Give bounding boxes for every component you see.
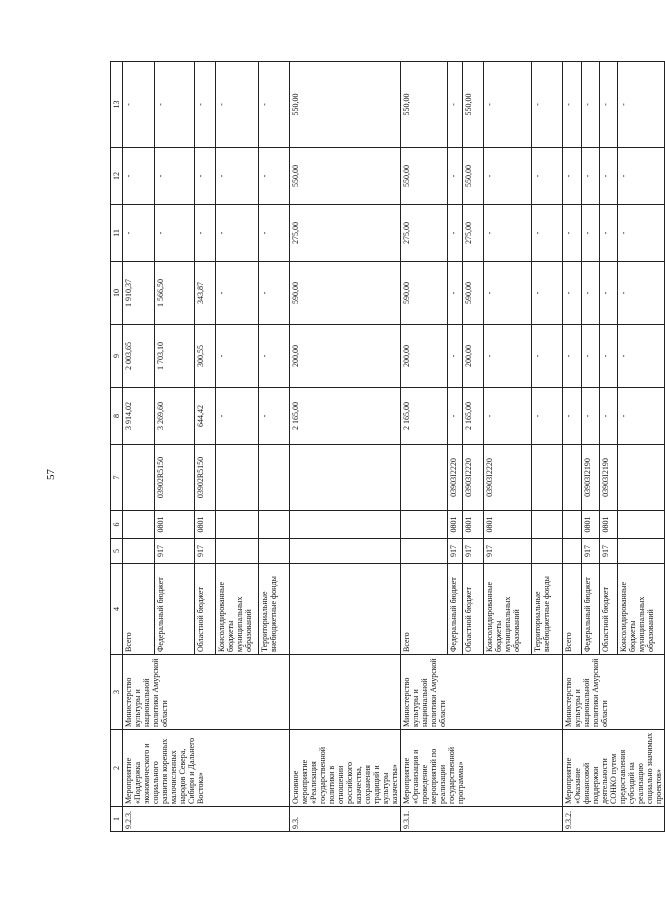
header-cell: 13 bbox=[111, 62, 123, 148]
header-cell: 11 bbox=[111, 205, 123, 262]
funding-source-cell: Консолидированные бюджеты муниципальных образований bbox=[618, 564, 665, 655]
value-cell: - bbox=[600, 325, 618, 388]
funding-source-cell: Консолидированные бюджеты муниципальных образований bbox=[216, 564, 259, 655]
value-cell bbox=[290, 539, 401, 564]
value-cell: - bbox=[600, 62, 618, 148]
funding-source-cell: Федеральный бюджет bbox=[448, 564, 463, 655]
value-cell: 917 bbox=[195, 539, 216, 564]
value-cell: - bbox=[123, 148, 155, 205]
value-cell bbox=[259, 445, 290, 511]
value-cell: - bbox=[618, 325, 665, 388]
value-cell: - bbox=[216, 325, 259, 388]
value-cell: - bbox=[563, 148, 582, 205]
header-cell: 5 bbox=[111, 539, 123, 564]
value-cell: 590,00 bbox=[290, 262, 401, 325]
value-cell: - bbox=[123, 62, 155, 148]
value-cell: - bbox=[563, 325, 582, 388]
value-cell: 917 bbox=[448, 539, 463, 564]
value-cell: 1 910,37 bbox=[123, 262, 155, 325]
column-number-header-row bbox=[111, 62, 123, 832]
value-cell: 2 003,65 bbox=[123, 325, 155, 388]
value-cell: - bbox=[259, 148, 290, 205]
value-cell bbox=[532, 445, 563, 511]
value-cell: - bbox=[484, 205, 532, 262]
header-cell: 9 bbox=[111, 325, 123, 388]
value-cell: - bbox=[123, 205, 155, 262]
value-cell bbox=[563, 511, 582, 539]
value-cell: 644,42 bbox=[195, 388, 216, 445]
funding-source-cell: Консолидированные бюджеты муниципальных образований bbox=[484, 564, 532, 655]
value-cell: - bbox=[259, 62, 290, 148]
value-cell: - bbox=[618, 148, 665, 205]
funding-source-cell: Всего bbox=[563, 564, 582, 655]
value-cell bbox=[216, 445, 259, 511]
table-row bbox=[401, 62, 448, 832]
value-cell: - bbox=[582, 148, 600, 205]
value-cell: - bbox=[216, 62, 259, 148]
value-cell bbox=[290, 511, 401, 539]
funding-source-cell: Всего bbox=[123, 564, 155, 655]
value-cell: 550,00 bbox=[401, 148, 448, 205]
value-cell: - bbox=[448, 205, 463, 262]
value-cell: - bbox=[563, 262, 582, 325]
value-cell: 917 bbox=[484, 539, 532, 564]
value-cell: - bbox=[259, 205, 290, 262]
header-cell: 7 bbox=[111, 445, 123, 511]
value-cell: - bbox=[448, 388, 463, 445]
item-name-cell: Мероприятие «Организация и проведение мероприятий по реализации государственной программы» bbox=[401, 730, 563, 807]
value-cell: 03903I2190 bbox=[582, 445, 600, 511]
value-cell: - bbox=[563, 388, 582, 445]
value-cell: - bbox=[216, 205, 259, 262]
value-cell: - bbox=[582, 262, 600, 325]
value-cell: - bbox=[448, 148, 463, 205]
rotated-table-wrapper bbox=[110, 62, 663, 832]
value-cell: - bbox=[618, 62, 665, 148]
value-cell bbox=[259, 511, 290, 539]
value-cell bbox=[618, 539, 665, 564]
value-cell bbox=[563, 445, 582, 511]
value-cell: - bbox=[532, 325, 563, 388]
value-cell bbox=[259, 539, 290, 564]
value-cell bbox=[290, 445, 401, 511]
item-code-cell: 9.2.3. bbox=[123, 807, 290, 832]
value-cell: - bbox=[259, 262, 290, 325]
value-cell: - bbox=[532, 148, 563, 205]
value-cell bbox=[123, 511, 155, 539]
funding-source-cell: Территориальные внебюджетные фонды bbox=[259, 564, 290, 655]
item-name-cell: Основное мероприятие «Реализация государственной политики в отношении российского казачества, сохранения традиций и культуры казачества» bbox=[290, 730, 401, 807]
value-cell: 275,00 bbox=[401, 205, 448, 262]
value-cell: 917 bbox=[600, 539, 618, 564]
funding-source-cell: Областной бюджет bbox=[600, 564, 618, 655]
value-cell: - bbox=[155, 62, 195, 148]
value-cell bbox=[216, 539, 259, 564]
value-cell: - bbox=[600, 148, 618, 205]
value-cell: - bbox=[448, 62, 463, 148]
value-cell: 0801 bbox=[484, 511, 532, 539]
funding-source-cell: Федеральный бюджет bbox=[582, 564, 600, 655]
value-cell: 590,00 bbox=[463, 262, 484, 325]
value-cell: 200,00 bbox=[290, 325, 401, 388]
value-cell: 2 165,00 bbox=[463, 388, 484, 445]
value-cell: 03902R5150 bbox=[195, 445, 216, 511]
value-cell: - bbox=[618, 262, 665, 325]
value-cell bbox=[216, 511, 259, 539]
header-cell: 3 bbox=[111, 655, 123, 730]
table-row bbox=[290, 62, 401, 832]
value-cell: 917 bbox=[463, 539, 484, 564]
value-cell: - bbox=[484, 388, 532, 445]
value-cell: - bbox=[532, 388, 563, 445]
value-cell: - bbox=[216, 262, 259, 325]
header-cell: 4 bbox=[111, 564, 123, 655]
funding-source-cell bbox=[290, 564, 401, 655]
value-cell: 2 165,00 bbox=[401, 388, 448, 445]
value-cell: - bbox=[155, 148, 195, 205]
executor-cell bbox=[290, 655, 401, 730]
header-cell: 10 bbox=[111, 262, 123, 325]
value-cell: 917 bbox=[155, 539, 195, 564]
table-row bbox=[563, 62, 582, 832]
value-cell: - bbox=[582, 325, 600, 388]
page-number: 57 bbox=[45, 469, 57, 480]
table-row bbox=[123, 62, 155, 832]
value-cell: 0801 bbox=[600, 511, 618, 539]
value-cell: - bbox=[259, 325, 290, 388]
value-cell: 0801 bbox=[195, 511, 216, 539]
value-cell: 275,00 bbox=[290, 205, 401, 262]
value-cell: - bbox=[582, 388, 600, 445]
value-cell: 0801 bbox=[463, 511, 484, 539]
value-cell: - bbox=[484, 325, 532, 388]
value-cell: 200,00 bbox=[401, 325, 448, 388]
value-cell: 550,00 bbox=[463, 148, 484, 205]
item-code-cell: 9.3.2. bbox=[563, 807, 665, 832]
value-cell: 200,00 bbox=[463, 325, 484, 388]
value-cell: - bbox=[532, 262, 563, 325]
funding-source-cell: Федеральный бюджет bbox=[155, 564, 195, 655]
value-cell: - bbox=[600, 205, 618, 262]
value-cell: 343,87 bbox=[195, 262, 216, 325]
value-cell: 03903I2220 bbox=[484, 445, 532, 511]
value-cell: 3 914,02 bbox=[123, 388, 155, 445]
value-cell: 03903I2220 bbox=[463, 445, 484, 511]
executor-cell: Министерство культуры и национальной политики Амурской области bbox=[563, 655, 665, 730]
value-cell: - bbox=[600, 262, 618, 325]
value-cell: - bbox=[618, 388, 665, 445]
value-cell: - bbox=[195, 205, 216, 262]
value-cell bbox=[563, 539, 582, 564]
executor-cell: Министерство культуры и национальной политики Амурской области bbox=[401, 655, 563, 730]
value-cell: - bbox=[216, 148, 259, 205]
value-cell: 550,00 bbox=[290, 62, 401, 148]
value-cell: - bbox=[484, 62, 532, 148]
value-cell: 2 165,00 bbox=[290, 388, 401, 445]
budget-table bbox=[110, 61, 665, 832]
value-cell bbox=[618, 445, 665, 511]
value-cell bbox=[618, 511, 665, 539]
value-cell: 03903I2220 bbox=[448, 445, 463, 511]
value-cell: 0801 bbox=[582, 511, 600, 539]
header-cell: 1 bbox=[111, 807, 123, 832]
funding-source-cell: Территориальные внебюджетные фонды bbox=[532, 564, 563, 655]
value-cell: - bbox=[618, 205, 665, 262]
value-cell: - bbox=[195, 148, 216, 205]
value-cell bbox=[123, 445, 155, 511]
value-cell: 3 269,60 bbox=[155, 388, 195, 445]
header-cell: 8 bbox=[111, 388, 123, 445]
funding-source-cell: Областной бюджет bbox=[195, 564, 216, 655]
value-cell: 550,00 bbox=[463, 62, 484, 148]
item-code-cell: 9.3.1. bbox=[401, 807, 563, 832]
value-cell: 03903I2190 bbox=[600, 445, 618, 511]
value-cell: 917 bbox=[582, 539, 600, 564]
value-cell: - bbox=[563, 62, 582, 148]
value-cell: 300,55 bbox=[195, 325, 216, 388]
value-cell: 0801 bbox=[448, 511, 463, 539]
item-name-cell: Мероприятие «Поддержка экономического и социального развития коренных малочисленных народов Севера, Сибири и Дальнего Востока» bbox=[123, 730, 290, 807]
value-cell: - bbox=[448, 325, 463, 388]
value-cell: - bbox=[195, 62, 216, 148]
value-cell: - bbox=[600, 388, 618, 445]
value-cell: 550,00 bbox=[290, 148, 401, 205]
value-cell: 590,00 bbox=[401, 262, 448, 325]
value-cell bbox=[401, 511, 448, 539]
value-cell: - bbox=[582, 62, 600, 148]
value-cell: - bbox=[563, 205, 582, 262]
value-cell: - bbox=[532, 62, 563, 148]
value-cell: - bbox=[216, 388, 259, 445]
value-cell bbox=[532, 511, 563, 539]
value-cell: - bbox=[582, 205, 600, 262]
value-cell: 550,00 bbox=[401, 62, 448, 148]
value-cell: 1 703,10 bbox=[155, 325, 195, 388]
funding-source-cell: Всего bbox=[401, 564, 448, 655]
value-cell: - bbox=[484, 148, 532, 205]
executor-cell: Министерство культуры и национальной политики Амурской области bbox=[123, 655, 290, 730]
value-cell: 275,00 bbox=[463, 205, 484, 262]
header-cell: 12 bbox=[111, 148, 123, 205]
value-cell: - bbox=[155, 205, 195, 262]
item-name-cell: Мероприятие «Оказание финансовой поддержки деятельности СОНКО путем предоставления субсидий на реализацию социально значимых проектов» bbox=[563, 730, 665, 807]
funding-source-cell: Областной бюджет bbox=[463, 564, 484, 655]
value-cell bbox=[401, 445, 448, 511]
value-cell: - bbox=[448, 262, 463, 325]
value-cell: - bbox=[259, 388, 290, 445]
value-cell bbox=[532, 539, 563, 564]
value-cell: 03902R5150 bbox=[155, 445, 195, 511]
header-cell: 2 bbox=[111, 730, 123, 807]
value-cell: 1 566,50 bbox=[155, 262, 195, 325]
value-cell: - bbox=[532, 205, 563, 262]
item-code-cell: 9.3. bbox=[290, 807, 401, 832]
value-cell bbox=[401, 539, 448, 564]
value-cell: 0801 bbox=[155, 511, 195, 539]
header-cell: 6 bbox=[111, 511, 123, 539]
value-cell bbox=[123, 539, 155, 564]
value-cell: - bbox=[484, 262, 532, 325]
